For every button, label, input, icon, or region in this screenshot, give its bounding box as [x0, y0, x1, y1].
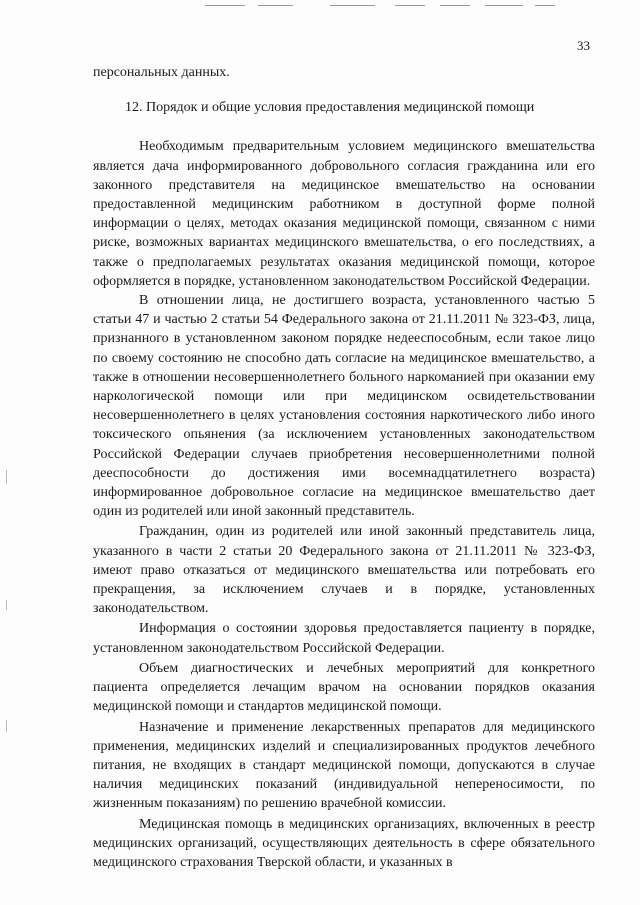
page-number: 33: [577, 38, 590, 53]
paragraph: Объем диагностических и лечебных мероприятий для конкретного пациента определяется лечащим врачом на основании порядков оказания медицинской помощи и стандартов медицинской помощи.: [93, 660, 595, 715]
scan-artifact-line: [258, 5, 293, 6]
binding-mark: [6, 470, 7, 484]
section-heading: 12. Порядок и общие условия предоставления медицинской помощи: [125, 100, 535, 116]
continuation-text: персональных данных.: [93, 65, 230, 80]
scan-artifact-line: [535, 5, 555, 6]
scan-artifact-line: [395, 5, 425, 6]
binding-mark: [6, 720, 7, 732]
scan-artifact-line: [330, 5, 375, 6]
paragraph: Медицинская помощь в медицинских организациях, включенных в реестр медицинских организаций, осуществляющих деятельность в сфере обязательного медицинского страхования Тверской области, и указанных в: [93, 816, 595, 870]
scan-artifact-line: [205, 5, 245, 6]
scan-artifact-line: [485, 5, 523, 6]
scan-artifact-line: [440, 5, 470, 6]
paragraph: В отношении лица, не достигшего возраста, установленного частью 5 статьи 47 и частью 2 статьи 54 Федерального закона от 21.11.2011 № 323-ФЗ, лица, признанного в установленном законом порядке недееспособным, если такое лицо по своему состоянию не способно дать согласие на медицинское вмешательство, а также в отношении несовершеннолетнего больного наркоманией при оказании ему наркологической помощи или при медицинском освидетельствовании несовершеннолетнего в целях установления состояния наркотического либо иного токсического опьянения (за исключением установленных законодательством Российской Федерации случаев приобретения несовершеннолетними полной дееспособности до достижения ими восемнадцатилетнего возраста) информированное добровольное согласие на медицинское вмешательство дает один из родителей или иной законный представитель.: [93, 293, 595, 520]
paragraph: Назначение и применение лекарственных препаратов для медицинского применения, медицинских изделий и специализированных продуктов лечебного питания, не входящих в стандарт медицинской помощи, допускаются в случае наличия медицинских показаний (индивидуальной непереносимости, по жизненным показаниям) по решению врачебной комиссии.: [93, 719, 595, 812]
paragraph: Информация о состоянии здоровья предоставляется пациенту в порядке, установленном законодательством Российской Федерации.: [93, 621, 595, 656]
paragraph: Гражданин, один из родителей или иной законный представитель лица, указанного в части 2 статьи 20 Федерального закона от 21.11.2011 № 323-ФЗ, имеют право отказаться от медицинского вмешательства или потребовать его прекращения, за исключением случаев и в порядке, установленных законодательством.: [93, 524, 595, 617]
binding-mark: [6, 600, 7, 610]
paragraph: Необходимым предварительным условием медицинского вмешательства является дача информированного добровольного согласия гражданина или его законного представителя на медицинское вмешательство на основании предоставленной медицинским работником в доступной форме полной информации о целях, методах оказания медицинской помощи, связанном с ними риске, возможных вариантах медицинского вмешательства, о его последствиях, а также о предполагаемых результатах оказания медицинской помощи, которое оформляется в порядке, установленном законодательством Российской Федерации.: [93, 139, 595, 289]
document-body: [93, 63, 595, 872]
